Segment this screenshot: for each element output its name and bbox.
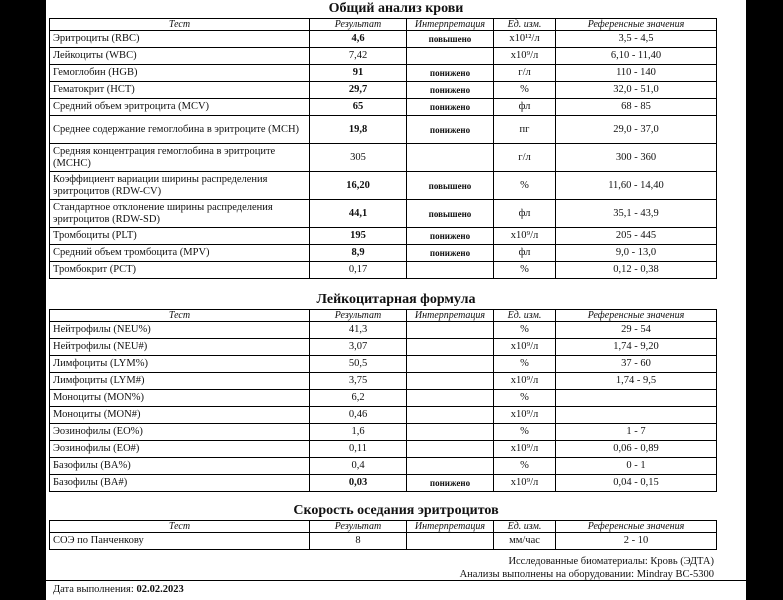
cell-result: 0,17 [310,262,407,279]
cell-interp [407,390,494,407]
cell-interp: понижено [407,228,494,245]
cell-unit: % [494,172,556,200]
report-page [46,0,746,600]
column-header: Интерпретация [407,19,494,31]
cell-interp [407,407,494,424]
table-row [50,228,717,245]
cell-interp [407,356,494,373]
table-row [50,441,717,458]
cell-test: Базофилы (BA#) [50,475,310,492]
leuko-title: Лейкоцитарная формула [316,292,476,307]
cell-unit: фл [494,99,556,116]
cell-result: 44,1 [310,200,407,228]
cell-result: 41,3 [310,322,407,339]
column-header: Референсные значения [556,19,717,31]
cell-unit: фл [494,245,556,262]
cell-unit: пг [494,116,556,144]
cell-test: Моноциты (MON#) [50,407,310,424]
cbc-table [49,18,717,279]
cell-ref [556,390,717,407]
cell-ref: 0,06 - 0,89 [556,441,717,458]
cell-test: Коэффициент вариации ширины распределения эритроцитов (RDW-CV) [50,172,310,200]
cell-unit: % [494,322,556,339]
cell-unit: x10⁹/л [494,373,556,390]
cell-result: 195 [310,228,407,245]
equipment-note: Анализы выполнены на оборудовании: Mindray BC-5300 [459,569,714,580]
date-label: Дата выполнения: [53,584,134,595]
cell-ref: 68 - 85 [556,99,717,116]
cell-ref: 2 - 10 [556,533,717,550]
column-header: Тест [50,310,310,322]
cell-test: Средний объем тромбоцита (MPV) [50,245,310,262]
cell-interp: повышено [407,172,494,200]
column-header: Референсные значения [556,521,717,533]
cell-test: Средняя концентрация гемоглобина в эритроците (MCHC) [50,144,310,172]
table-row [50,390,717,407]
table-row [50,65,717,82]
cell-result: 7,42 [310,48,407,65]
cell-interp [407,262,494,279]
column-header: Результат [310,19,407,31]
table-row [50,533,717,550]
cell-result: 3,07 [310,339,407,356]
cell-ref: 29,0 - 37,0 [556,116,717,144]
cell-interp [407,373,494,390]
cell-result: 19,8 [310,116,407,144]
cell-result: 29,7 [310,82,407,99]
cell-ref: 300 - 360 [556,144,717,172]
cell-interp: повышено [407,200,494,228]
table-row [50,424,717,441]
cell-interp: понижено [407,82,494,99]
cell-unit: x10⁹/л [494,228,556,245]
cell-result: 50,5 [310,356,407,373]
table-row [50,458,717,475]
leuko-table [49,309,717,492]
esr-table [49,520,717,550]
cell-test: Лимфоциты (LYM#) [50,373,310,390]
cell-test: Стандартное отклонение ширины распределения эритроцитов (RDW-SD) [50,200,310,228]
cell-interp [407,48,494,65]
cell-unit: г/л [494,65,556,82]
cell-interp [407,458,494,475]
table-row [50,82,717,99]
table-row [50,339,717,356]
cell-unit: фл [494,200,556,228]
cell-interp [407,533,494,550]
column-header: Тест [50,521,310,533]
cell-ref: 0 - 1 [556,458,717,475]
cell-ref: 29 - 54 [556,322,717,339]
cell-interp: понижено [407,475,494,492]
table-row [50,172,717,200]
cell-interp [407,144,494,172]
header-row [50,521,717,533]
column-header: Результат [310,310,407,322]
table-row [50,322,717,339]
cell-interp [407,339,494,356]
cell-ref: 3,5 - 4,5 [556,31,717,48]
table-row [50,475,717,492]
cell-result: 8,9 [310,245,407,262]
cell-test: Среднее содержание гемоглобина в эритроците (MCH) [50,116,310,144]
cell-test: Базофилы (BA%) [50,458,310,475]
cell-result: 305 [310,144,407,172]
cell-unit: мм/час [494,533,556,550]
cell-interp: повышено [407,31,494,48]
cell-unit: % [494,390,556,407]
header-row [50,310,717,322]
cell-interp [407,441,494,458]
cell-result: 3,75 [310,373,407,390]
execution-date [53,584,184,595]
table-row [50,407,717,424]
cell-unit: % [494,82,556,99]
cell-unit: x10⁹/л [494,48,556,65]
cell-interp [407,424,494,441]
table-row [50,99,717,116]
cell-test: Эозинофилы (EO#) [50,441,310,458]
cell-test: Средний объем эритроцита (MCV) [50,99,310,116]
cell-test: Тромбоциты (PLT) [50,228,310,245]
cell-unit: г/л [494,144,556,172]
cell-unit: % [494,458,556,475]
cell-ref: 110 - 140 [556,65,717,82]
table-row [50,356,717,373]
cell-ref: 6,10 - 11,40 [556,48,717,65]
cell-unit: % [494,424,556,441]
header-row [50,19,717,31]
cell-unit: % [494,262,556,279]
cell-test: Нейтрофилы (NEU#) [50,339,310,356]
cell-result: 0,03 [310,475,407,492]
cell-unit: x10⁹/л [494,441,556,458]
column-header: Ед. изм. [494,19,556,31]
cell-ref: 32,0 - 51,0 [556,82,717,99]
cell-result: 91 [310,65,407,82]
cell-ref: 37 - 60 [556,356,717,373]
table-row [50,200,717,228]
column-header: Ед. изм. [494,521,556,533]
cell-ref: 0,04 - 0,15 [556,475,717,492]
cell-result: 16,20 [310,172,407,200]
cell-result: 0,46 [310,407,407,424]
cell-interp: понижено [407,99,494,116]
table-row [50,144,717,172]
cell-unit: x10⁹/л [494,407,556,424]
column-header: Референсные значения [556,310,717,322]
cell-ref [556,407,717,424]
cell-test: Тромбокрит (PCT) [50,262,310,279]
cell-result: 8 [310,533,407,550]
cell-ref: 205 - 445 [556,228,717,245]
table-row [50,31,717,48]
cell-result: 6,2 [310,390,407,407]
date-value: 02.02.2023 [136,584,184,595]
column-header: Интерпретация [407,310,494,322]
cell-unit: x10⁹/л [494,339,556,356]
cell-test: Эозинофилы (EO%) [50,424,310,441]
cell-test: СОЭ по Панченкову [50,533,310,550]
cell-test: Гематокрит (HCT) [50,82,310,99]
cell-ref: 9,0 - 13,0 [556,245,717,262]
cell-interp: понижено [407,245,494,262]
biomaterial-note: Исследованные биоматериалы: Кровь (ЭДТА) [508,556,714,567]
footer-divider [46,580,746,581]
table-row [50,48,717,65]
cell-ref: 35,1 - 43,9 [556,200,717,228]
cell-test: Нейтрофилы (NEU%) [50,322,310,339]
cell-interp: понижено [407,65,494,82]
cell-test: Эритроциты (RBC) [50,31,310,48]
column-header: Интерпретация [407,521,494,533]
cell-unit: x10⁹/л [494,475,556,492]
cell-unit: x10¹²/л [494,31,556,48]
cell-result: 4,6 [310,31,407,48]
cell-unit: % [494,356,556,373]
table-row [50,116,717,144]
esr-title: Скорость оседания эритроцитов [293,503,499,518]
cell-test: Лимфоциты (LYM%) [50,356,310,373]
cell-result: 65 [310,99,407,116]
table-row [50,245,717,262]
cell-ref: 1,74 - 9,5 [556,373,717,390]
cell-result: 0,11 [310,441,407,458]
cbc-title: Общий анализ крови [328,1,464,16]
column-header: Результат [310,521,407,533]
cell-ref: 1,74 - 9,20 [556,339,717,356]
cell-ref: 0,12 - 0,38 [556,262,717,279]
cell-interp: понижено [407,116,494,144]
cell-interp [407,322,494,339]
cell-ref: 1 - 7 [556,424,717,441]
cell-ref: 11,60 - 14,40 [556,172,717,200]
cell-test: Моноциты (MON%) [50,390,310,407]
table-row [50,262,717,279]
cell-result: 0,4 [310,458,407,475]
column-header: Тест [50,19,310,31]
cell-test: Гемоглобин (HGB) [50,65,310,82]
cell-test: Лейкоциты (WBC) [50,48,310,65]
cell-result: 1,6 [310,424,407,441]
column-header: Ед. изм. [494,310,556,322]
table-row [50,373,717,390]
